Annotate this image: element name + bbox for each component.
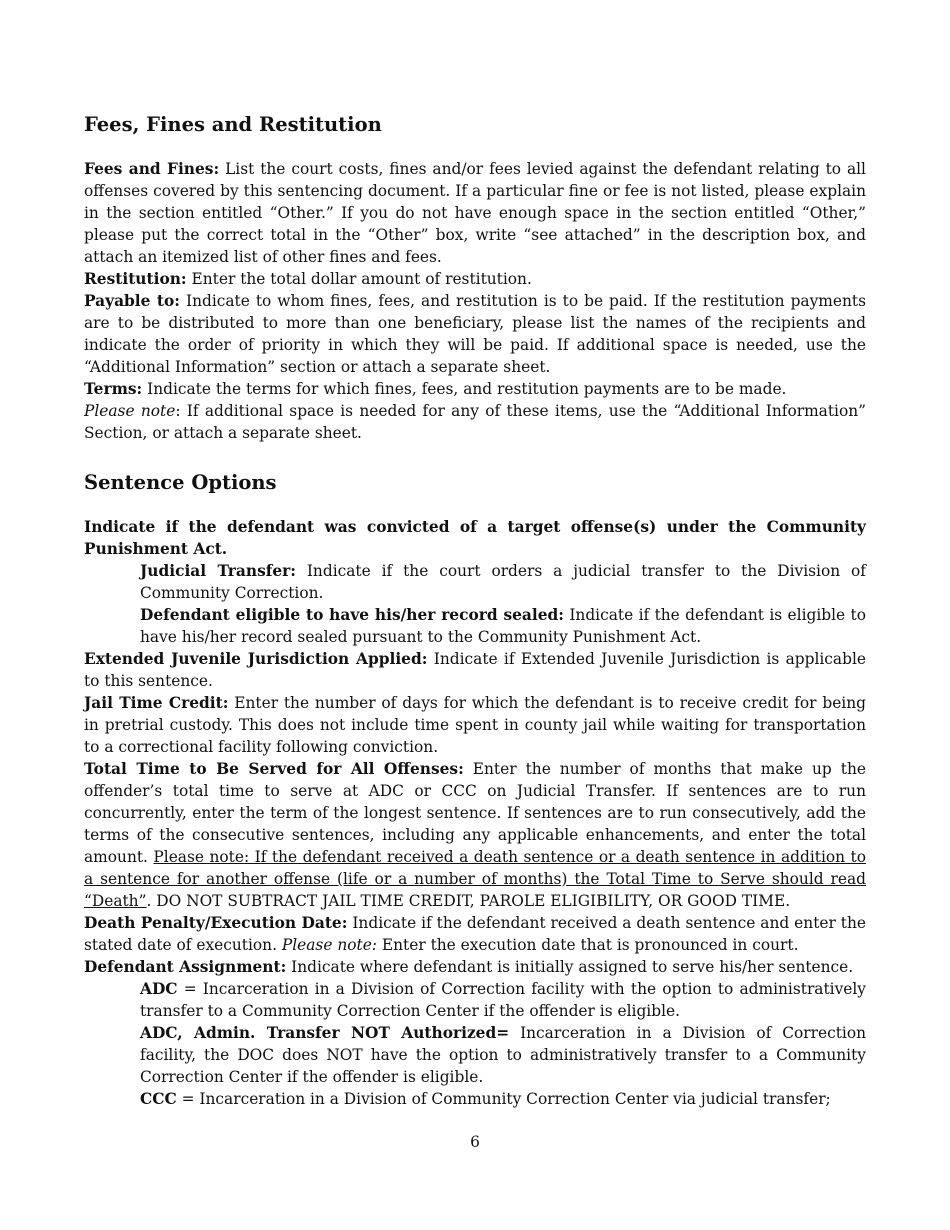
terms-label: Terms: bbox=[84, 380, 143, 398]
ejj-paragraph bbox=[84, 648, 866, 692]
jail-credit-paragraph bbox=[84, 692, 866, 758]
judicial-transfer-label: Judicial Transfer: bbox=[140, 562, 296, 580]
record-sealed-label: Defendant eligible to have his/her record sealed: bbox=[140, 606, 564, 624]
restitution-label: Restitution: bbox=[84, 270, 187, 288]
total-time-death-note: Please note: If the defendant received a death sentence or a death sentence in addition to a sentence for another offense (life or a number of months) the Total Time to Serve should read “Death” bbox=[84, 848, 866, 910]
assignment-text: Indicate where defendant is initially assigned to serve his/her sentence. bbox=[286, 958, 854, 976]
restitution-paragraph bbox=[84, 268, 866, 290]
total-time-paragraph bbox=[84, 758, 866, 912]
ccc-text: = Incarceration in a Division of Community Correction Center via judicial transfer; bbox=[176, 1090, 831, 1108]
adc-not-authorized-paragraph bbox=[140, 1022, 866, 1088]
page-number: 6 bbox=[470, 1133, 480, 1151]
payable-to-label: Payable to: bbox=[84, 292, 180, 310]
restitution-text: Enter the total dollar amount of restitution. bbox=[186, 270, 532, 288]
please-note-text: : If additional space is needed for any of these items, use the “Additional Information” Section, or attach a separate sheet. bbox=[84, 402, 867, 442]
record-sealed-text: Indicate if the defendant is eligible to have his/her record sealed pursuant to the Community Punishment Act. bbox=[140, 606, 866, 646]
adc-text: = Incarceration in a Division of Correction facility with the option to administratively transfer to a Community Correction Center if the offender is eligible. bbox=[140, 980, 866, 1020]
record-sealed-paragraph bbox=[140, 604, 866, 648]
payable-to-text: Indicate to whom fines, fees, and restitution is to be paid. If the restitution payments are to be distributed to more than one beneficiary, please list the names of the recipients and indicate the order of priority in which they will be paid. If additional space is needed, use the “Additional Information” section or attach a separate sheet. bbox=[84, 292, 866, 376]
please-note-label: Please note bbox=[84, 402, 176, 420]
jail-credit-text: Enter the number of days for which the defendant is to receive credit for being in pretrial custody. This does not include time spent in county jail while waiting for transportation to a correctional facility following conviction. bbox=[84, 694, 866, 756]
judicial-transfer-paragraph bbox=[140, 560, 866, 604]
adc-paragraph bbox=[140, 978, 866, 1022]
assignment-label: Defendant Assignment: bbox=[84, 958, 287, 976]
death-penalty-paragraph bbox=[84, 912, 866, 956]
adc-label: ADC bbox=[140, 980, 178, 998]
section-heading-sentence: Sentence Options bbox=[84, 471, 277, 494]
fees-fines-label: Fees and Fines: bbox=[84, 160, 220, 178]
jail-credit-label: Jail Time Credit: bbox=[84, 694, 229, 712]
death-penalty-label: Death Penalty/Execution Date: bbox=[84, 914, 348, 932]
terms-text: Indicate the terms for which fines, fees, and restitution payments are to be made. bbox=[142, 380, 787, 398]
assignment-paragraph bbox=[84, 956, 866, 978]
death-penalty-note-text: Enter the execution date that is pronounced in court. bbox=[377, 936, 799, 954]
total-time-tail: . DO NOT SUBTRACT JAIL TIME CREDIT, PAROLE ELIGIBILITY, OR GOOD TIME. bbox=[146, 892, 791, 910]
total-time-label: Total Time to Be Served for All Offenses: bbox=[84, 760, 464, 778]
section-heading-fees: Fees, Fines and Restitution bbox=[84, 113, 382, 136]
death-penalty-text: Indicate if the defendant received a death sentence and enter the stated date of execution. bbox=[84, 914, 866, 954]
ccc-paragraph bbox=[140, 1088, 866, 1110]
ejj-label: Extended Juvenile Jurisdiction Applied: bbox=[84, 650, 428, 668]
fees-fines-text: List the court costs, fines and/or fees levied against the defendant relating to all offenses covered by this sentencing document. If a particular fine or fee is not listed, please explain in the section entitled “Other.” If you do not have enough space in the section entitled “Other,” please put the correct total in the “Other” box, write “see attached” in the description box, and attach an itemized list of other fines and fees. bbox=[84, 160, 866, 266]
ccc-label: CCC bbox=[140, 1090, 177, 1108]
target-offense-text: Indicate if the defendant was convicted of a target offense(s) under the Community Punishment Act. bbox=[84, 518, 866, 558]
death-penalty-note-label: Please note: bbox=[281, 936, 377, 954]
ejj-text: Indicate if Extended Juvenile Jurisdiction is applicable to this sentence. bbox=[84, 650, 866, 690]
fees-fines-paragraph bbox=[84, 158, 866, 268]
judicial-transfer-text: Indicate if the court orders a judicial transfer to the Division of Community Correction. bbox=[140, 562, 866, 602]
terms-paragraph bbox=[84, 378, 866, 400]
target-offense-paragraph bbox=[84, 516, 866, 560]
document-page bbox=[84, 112, 866, 1110]
adc-not-authorized-text: Incarceration in a Division of Correction facility, the DOC does NOT have the option to administratively transfer to a Community Correction Center if the offender is eligible. bbox=[140, 1024, 867, 1086]
please-note-paragraph bbox=[84, 400, 866, 444]
total-time-text: Enter the number of months that make up the offender’s total time to serve at ADC or CCC on Judicial Transfer. If sentences are to run concurrently, enter the term of the longest sentence. If sentences are to run consecutively, add the terms of the consecutive sentences, including any applicable enhancements, and enter the total amount. bbox=[84, 760, 866, 866]
payable-to-paragraph bbox=[84, 290, 866, 378]
adc-not-authorized-label: ADC, Admin. Transfer NOT Authorized= bbox=[140, 1024, 510, 1042]
